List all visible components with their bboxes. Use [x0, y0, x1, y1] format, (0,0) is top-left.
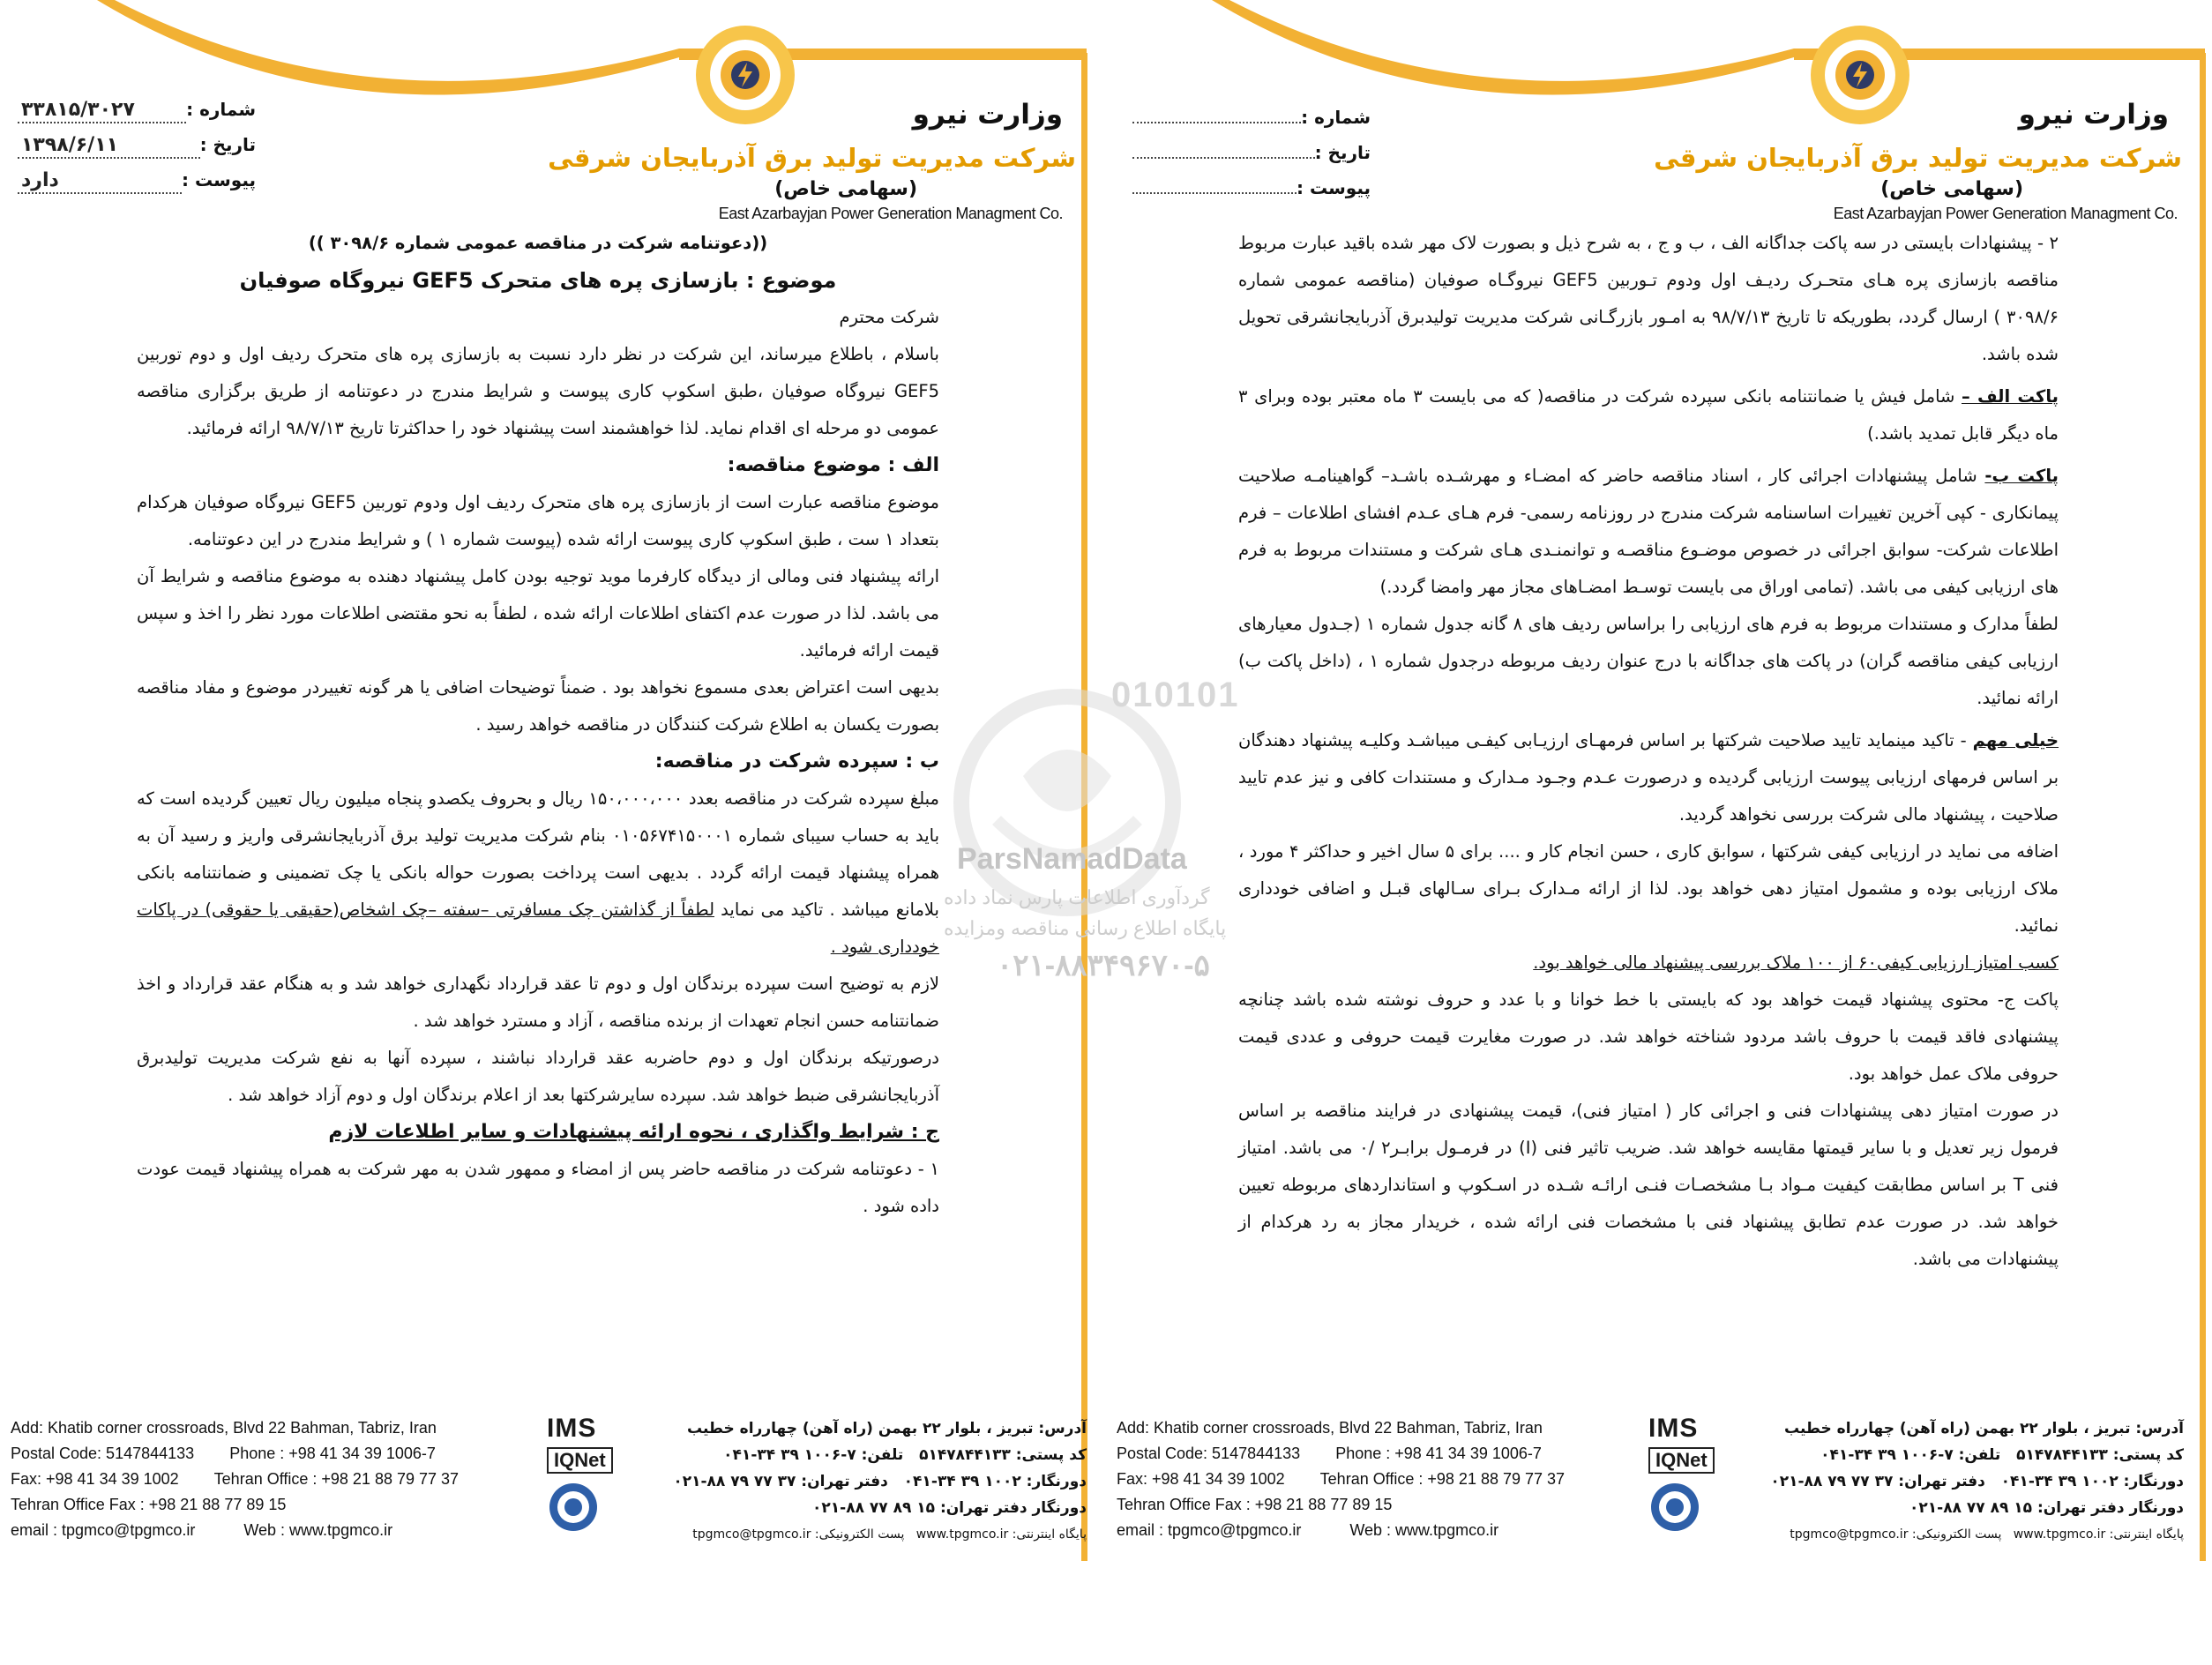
footer-cert-logos: [547, 1414, 631, 1537]
packet-b-paragraph: [1238, 458, 2059, 606]
meta-date-row: [1132, 134, 1371, 169]
footer-en-email-web: [11, 1518, 513, 1543]
section-c-paragraph-1: ۱ - دعوتنامه شرکت در مناقصه حاضر پس از امضاء و ممهور شدن به مهر شرکت به همراه پیشنهاد قیمت عودت داده شود .: [137, 1159, 939, 1216]
footer-fa-fax: دورنگار: ۱۰۰۲ ۳۹ ۳۴-۰۴۱: [2000, 1473, 2184, 1490]
section-b-title: ب : سپرده شرکت در مناقصه:: [654, 750, 939, 773]
footer-en-email: email : tpgmco@tpgmco.ir: [11, 1521, 196, 1539]
footer-en-email: email : tpgmco@tpgmco.ir: [1117, 1521, 1302, 1539]
meta-number-value: [1132, 99, 1301, 123]
packet-b-label: پاکت ب-: [1984, 466, 2059, 486]
section-b-p1-underlined: لطفاً از گذاشتن چک مسافرتی –سفته –چک اشخاص(حقیقی یا حقوقی) در پاکات خودداری شود .: [137, 900, 939, 957]
footer-fa-tehran-office: دفتر تهران: ۳۷ ۷۷ ۷۹ ۸۸-۰۲۱: [673, 1473, 888, 1490]
packet-c-paragraph: پاکت ج- محتوی پیشنهاد قیمت خواهد بود که بایستی با خط خوانا و با عدد و حروف نوشته شده باشد چنانچه پیشنهادی فاقد قیمت با حروف باشد مردود شناخته خواهد شد. در صورت مغایرت قیمت حروفی و عددی قیمت حروفی ملاک عمل خواهد بود.: [1238, 989, 2059, 1084]
footer-en-phone: Phone : +98 41 34 39 1006-7: [229, 1445, 436, 1462]
footer-en-tehran-office: Tehran Office : +98 21 88 79 77 37: [1319, 1470, 1566, 1488]
footer-en-tehran-fax: Tehran Office Fax : +98 21 88 77 89 15: [11, 1496, 287, 1513]
footer-fa-postal-phone: [1725, 1442, 2184, 1468]
company-name: شرکت مدیریت تولید برق آذربایجان شرقی: [1654, 143, 2182, 173]
important-label: خیلی مهم: [1972, 730, 2059, 750]
section-b-paragraph-1: [137, 780, 939, 966]
footer-fa-address: آدرس: تبریز ، بلوار ۲۲ بهمن (راه آهن) چهارراه خطیب: [687, 1420, 1087, 1437]
footer-cert-logos: [1648, 1414, 1732, 1537]
meta-date-value: [1132, 134, 1315, 159]
footer-en-postal: Postal Code: 5147844133: [1117, 1445, 1301, 1462]
footer-fa-tehran-fax: دورنگار دفتر تهران: ۱۵ ۸۹ ۷۷ ۸۸-۰۲۱: [1909, 1499, 2184, 1517]
ims-logo: IMS: [547, 1414, 597, 1443]
meta-date-label: تاریخ :: [199, 134, 256, 155]
evaluation-paragraph: اضافه می نماید در ارزیابی کیفی شرکتها ، سوابق کاری ، حسن انجام کار و .... برای ۵ سال اخیر و حداکثر ۴ مورد ، ملاک ارزیابی بوده و مشمول امتیاز دهی خواهد بود. لذا از ارائه مـدارک بـرای سـالهای قبـل و اضافی خودداری نمائید.: [1238, 841, 2059, 936]
section-c-title: ج : شرایط واگذاری ، نحوه ارائه پیشنهادات و سایر اطلاعات لازم: [328, 1121, 939, 1143]
footer-en-web: Web : www.tpgmco.ir: [243, 1521, 393, 1539]
letter-meta: [18, 99, 256, 205]
footer-fa-fax: دورنگار: ۱۰۰۲ ۳۹ ۳۴-۰۴۱: [903, 1473, 1087, 1490]
important-paragraph: [1238, 722, 2059, 833]
intro-paragraph: باسلام ، باطلاع میرساند، این شرکت در نظر دارد نسبت به بازسازی پره های متحرک ردیف اول و دوم توربین GEF5 نیروگاه صوفیان ،طبق اسکوپ کاری پیوست و شرایط مندرج در دعوتنامه از طریق برگزاری مناقصه عمومی دو مرحله ای اقدام نماید. لذا خواهشمند است پیشنهاد خود را حداکثرتا تاریخ ۹۸/۷/۱۳ ارائه فرمائید.: [137, 344, 939, 438]
footer-en-email-web: [1117, 1518, 1619, 1543]
formula-paragraph: در صورت امتیاز دهی پیشنهادات فنی و اجرائی کار ( امتیاز فنی)، قیمت پیشنهادی در فرایند مناقصه بر اساس فرمول زیر تعدیل و با سایر قیمتها مقایسه خواهد شد. ضریب تاثیر فنی (I) در فرمـول برابـر۲ /۰ می باشد. امتیاز فنی T بر اساس مطابقت کیفیت مـواد بـا مشخصـات فنـی ارائـه شـده در اسـکوپ و استانداردهای مربوطه تعیین خواهد شد. در صورت عدم تطابق پیشنهاد فنی با مشخصات فنی ارائه شده ، خریدار مجاز به رد هرکدام از پیشنهادات می باشد.: [1238, 1101, 2059, 1269]
section-a-title: الف : موضوع مناقصه:: [727, 454, 939, 476]
footer-fa-email: پست الکترونیکی: tpgmco@tpgmco.ir: [692, 1527, 905, 1542]
footer-en-web: Web : www.tpgmco.ir: [1349, 1521, 1499, 1539]
footer-en-tehran-fax: Tehran Office Fax : +98 21 88 77 89 15: [1117, 1496, 1393, 1513]
footer-fa-fax-row: [1725, 1468, 2184, 1495]
footer-fa-phone: تلفن: ۷-۱۰۰۶ ۳۹ ۳۴-۰۴۱: [1820, 1446, 2001, 1464]
footer-en-fax: Fax: +98 41 34 39 1002: [1117, 1470, 1285, 1488]
footer-english-contact: [1117, 1415, 1619, 1543]
company-name-en: East Azarbayjan Power Generation Managment Co.: [1833, 205, 2178, 222]
footer-en-tehran-office: Tehran Office : +98 21 88 79 77 37: [213, 1470, 460, 1488]
footer-fa-postal: کد پستی: ۵۱۴۷۸۴۴۱۳۳: [2016, 1446, 2184, 1464]
meta-attachment-row: [18, 169, 256, 205]
section-b-p1-text: مبلغ سپرده شرکت در مناقصه بعدد ۱۵۰،۰۰۰،۰۰۰ ریال و بحروف یکصدو پنجاه میلیون ریال تعیین گردیده است که باید به حساب سیبای شماره ۰۱۰۵۶۷۴۱۵۰۰۰۱ بنام شرکت مدیریت تولید برق آذربایجانشرقی واریز و رسید آن به همراه پیشنهاد قیمت ارائه گردد . بدیهی است پرداخت بصورت حواله بانکی یا چک تضمینی و ضمانتنامه بانکی بلامانع میباشد . تاکید می نماید: [137, 788, 939, 920]
letter-footer-2: [1106, 1414, 2208, 1542]
tpgm-sun-logo: [692, 22, 798, 128]
letter-body-1: [137, 225, 939, 1225]
letter-meta: [1132, 99, 1371, 205]
ministry-name: وزارت نیرو: [2018, 99, 2169, 131]
footer-fa-web: پایگاه اینترنتی: www.tpgmco.ir: [915, 1527, 1087, 1542]
footer-persian-contact: [628, 1415, 1087, 1548]
footer-fa-web-email: [628, 1521, 1087, 1548]
meta-number-row: [18, 99, 256, 134]
footer-fa-address: آدرس: تبریز ، بلوار ۲۲ بهمن (راه آهن) چهارراه خطیب: [1784, 1420, 2184, 1437]
watermark-emblem: [917, 670, 1323, 988]
footer-en-address: Add: Khatib corner crossroads, Blvd 22 Bahman, Tabriz, Iran: [1117, 1419, 1543, 1437]
watermark-phone: ۰۲۱-۸۸۳۴۹۶۷۰-۵: [997, 949, 1210, 982]
footer-fa-tehran-fax: دورنگار دفتر تهران: ۱۵ ۸۹ ۷۷ ۸۸-۰۲۱: [812, 1499, 1087, 1517]
letter-footer-1: [0, 1414, 1102, 1542]
footer-persian-contact: [1725, 1415, 2184, 1548]
footer-en-postal-phone: [11, 1441, 513, 1467]
important-text: - تاکید مینماید تایید صلاحیت شرکتها بر اساس فرمهـای ارزیـابی کیفـی میباشـد وکلیـه پیشنهاد دهندگان بر اساس فرمهای ارزیابی پیوست ارزیابی گردیده و درصورت عـدم وجـود مـدارک و مستندات کافی و نیز عدم تایید صلاحیت ، پیشنهاد مالی شرکت بررسی نخواهد گردید.: [1238, 730, 2059, 825]
meta-attachment-value: دارد: [18, 169, 182, 194]
footer-fa-postal-phone: [628, 1442, 1087, 1468]
paragraph-2: ۲ - پیشنهادات بایستی در سه پاکت جداگانه الف ، ب و ج ، به شرح ذیل و بصورت لاک مهر شده باقید عبارت مربوط مناقصه بازسازی پره هـای متحـرک ردیـف اول ودوم تـوربین GEF5 نیروگـاه صوفیان (مناقصه عمومی شماره ۳۰۹۸/۶ ) ارسال گردد، بطوریکه تا تاریخ ۹۸/۷/۱۳ به امـور بازرگـانی شرکت مدیریت تولیدبرق آذربایجانشرقی تحویل شده باشد.: [1238, 233, 2059, 364]
watermark-tagline-2: پایگاه اطلاع رسانی مناقصه ومزایده: [944, 917, 1227, 939]
meta-attachment-value: [1132, 169, 1297, 194]
iqnet-logo: IQNet: [547, 1447, 613, 1474]
section-a-paragraph-1: موضوع مناقصه عبارت است از بازسازی پره های متحرک ردیف اول ودوم توربین GEF5 نیروگاه صوفیان هرکدام بتعداد ۱ ست ، طبق اسکوپ کاری پیوست ارائه شده (پیوست شماره ۱ ) و شرایط مندرج در این دعوتنامه.: [137, 492, 939, 549]
footer-en-phone: Phone : +98 41 34 39 1006-7: [1335, 1445, 1542, 1462]
ministry-name: وزارت نیرو: [912, 99, 1063, 131]
packet-b-text: شامل پیشنهادات اجرائی کار ، اسناد مناقصه حاضر که امضـاء و مهرشـده باشـد– گواهینامـه صلاحیت پیمانکاری - کپی آخرین تغییرات اساسنامه شرکت مندرج در روزنامه رسمی- فرم هـای عـدم افشای اطلاعات – فرم اطلاعات شرکت- سوابق اجرائی در خصوص موضـوع مناقصـه و توانمنـدی هـای شرکت و مستندات مربوط به فرم های ارزیابی کیفی می باشد. (تمامی اوراق می بایست توسـط امضـاهای مجاز مهر وامضا گردد.): [1238, 466, 2059, 597]
footer-fa-fax-row: [628, 1468, 1087, 1495]
footer-en-postal-phone: [1117, 1441, 1619, 1467]
footer-fa-phone: تلفن: ۷-۱۰۰۶ ۳۹ ۳۴-۰۴۱: [723, 1446, 904, 1464]
section-a-paragraph-3: بدیهی است اعتراض بعدی مسموع نخواهد بود . ضمناً توضیحات اضافی یا هر گونه تغییردر موضوع و مفاد مناقصه بصورت یکسان به اطلاع شرکت کنندگان در مناقصه خواهد رسید .: [137, 677, 939, 735]
meta-date-value: ۱۳۹۸/۶/۱۱: [18, 134, 200, 159]
tpgm-badge-icon: [547, 1481, 600, 1534]
meta-attachment-row: [1132, 169, 1371, 205]
letter-body-2: [1238, 225, 2059, 1278]
meta-number-row: [1132, 99, 1371, 134]
footer-en-fax-row: [11, 1467, 513, 1492]
section-b-paragraph-3: درصورتیکه برندگان اول و دوم حاضربه عقد قرارداد نباشند ، سپرده آنها به نفع شرکت مدیریت تولیدبرق آذربایجانشرقی ضبط خواهد شد. سپرده سایرشرکتها بعد از اعلام برندگان اول و دوم آزاد خواهد شد .: [137, 1048, 939, 1105]
company-type: (سهامی خاص): [1880, 178, 2023, 200]
tpgm-badge-icon: [1648, 1481, 1701, 1534]
footer-fa-web-email: [1725, 1521, 2184, 1548]
score-paragraph: کسب امتیاز ارزیابی کیفی۶۰ از ۱۰۰ ملاک بررسی پیشنهاد مالی خواهد بود.: [1533, 952, 2059, 973]
watermark-binary: 010101: [1111, 676, 1240, 714]
meta-attachment-label: پیوست :: [1296, 177, 1371, 198]
company-type: (سهامی خاص): [774, 178, 917, 200]
watermark-brand: ParsNamadData: [957, 842, 1187, 876]
packet-a-label: پاکت الف –: [1962, 386, 2059, 407]
footer-english-contact: [11, 1415, 513, 1543]
meta-date-row: [18, 134, 256, 169]
company-name-en: East Azarbayjan Power Generation Managment Co.: [718, 205, 1063, 222]
meta-number-label: شماره :: [186, 99, 256, 120]
salutation: شرکت محترم: [839, 307, 939, 327]
footer-en-address: Add: Khatib corner crossroads, Blvd 22 Bahman, Tabriz, Iran: [11, 1419, 437, 1437]
packet-a-paragraph: [1238, 378, 2059, 452]
meta-attachment-label: پیوست :: [181, 169, 256, 190]
packet-a-text: شامل فیش یا ضمانتنامه بانکی سپرده شرکت در مناقصه( که می بایست ۳ ماه معتبر بوده وبرای ۳ ماه دیگر قابل تمدید باشد.): [1238, 386, 2059, 444]
subject-line: موضوع : بازسازی پره های متحرک GEF5 نیروگاه صوفیان: [239, 268, 837, 293]
footer-en-postal: Postal Code: 5147844133: [11, 1445, 195, 1462]
footer-fa-web: پایگاه اینترنتی: www.tpgmco.ir: [2013, 1527, 2184, 1542]
footer-en-fax-row: [1117, 1467, 1619, 1492]
meta-number-value: ۳۳۸۱۵/۳۰۲۷: [18, 99, 186, 123]
invitation-title: ((دعوتنامه شرکت در مناقصه عمومی شماره ۳۰۹۸/۶ )): [308, 233, 768, 253]
section-b-paragraph-2: لازم به توضیح است سپرده برندگان اول و دوم تا عقد قرارداد نگهداری خواهد شد و به هنگام عقد قرارداد و اخذ ضمانتنامه حسن انجام تعهدات از برنده مناقصه ، آزاد و مسترد خواهد شد .: [137, 974, 939, 1031]
iqnet-logo: IQNet: [1648, 1447, 1715, 1474]
company-name: شرکت مدیریت تولید برق آذربایجان شرقی: [548, 143, 1076, 173]
documents-paragraph: لطفاً مدارک و مستندات مربوط به فرم های ارزیابی را براساس ردیف های ۸ گانه جدول شماره ۱ (جـدول معیارهای ارزیابی کیفی مناقصه گران) در پاکت های جداگانه با درج عنوان ردیف مربوطه درجدول شماره ۱ ، (داخل پاکت ب) ارائه نمائید.: [1238, 614, 2059, 708]
tpgm-sun-logo: [1807, 22, 1913, 128]
meta-number-label: شماره :: [1301, 107, 1371, 128]
meta-date-label: تاریخ :: [1314, 142, 1371, 163]
footer-fa-email: پست الکترونیکی: tpgmco@tpgmco.ir: [1790, 1527, 2002, 1542]
footer-en-fax: Fax: +98 41 34 39 1002: [11, 1470, 179, 1488]
watermark-tagline-1: گردآوری اطلاعات پارس نماد داده: [944, 886, 1210, 908]
ims-logo: IMS: [1648, 1414, 1699, 1443]
footer-fa-postal: کد پستی: ۵۱۴۷۸۴۴۱۳۳: [919, 1446, 1087, 1464]
footer-fa-tehran-office: دفتر تهران: ۳۷ ۷۷ ۷۹ ۸۸-۰۲۱: [1770, 1473, 1985, 1490]
section-a-paragraph-2: ارائه پیشنهاد فنی ومالی از دیدگاه کارفرما موید توجیه بودن کامل پیشنهاد دهنده به موضوع مناقصه و شرایط آن می باشد. لذا در صورت عدم اکتفای اطلاعات ارائه شده ، لطفاً به نحو مقتضی اطلاعات مورد نظر را اخذ و سپس قیمت ارائه فرمائید.: [137, 566, 939, 661]
right-border-line: [2200, 53, 2206, 1561]
